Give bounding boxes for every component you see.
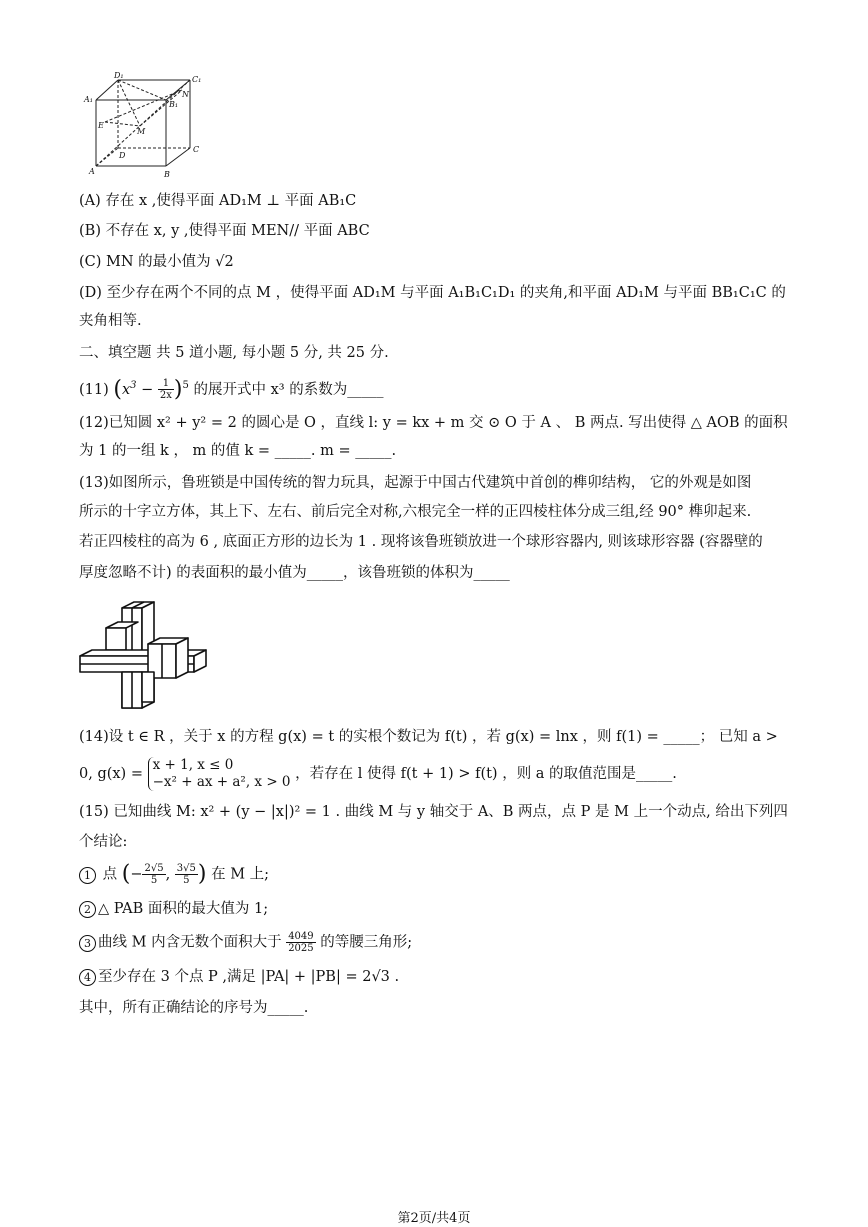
s3-den: 2025 <box>288 943 314 954</box>
s2-text: △ PAB 面积的最大值为 1; <box>98 901 269 917</box>
q14-case2: −x² + ax + a², x > 0 <box>152 774 291 790</box>
option-a: (A) 存在 x ,使得平面 AD₁M ⊥ 平面 AB₁C <box>79 193 357 209</box>
label-e: E <box>98 121 104 130</box>
option-d-line1: (D) 至少存在两个不同的点 M ，使得平面 AD₁M 与平面 A₁B₁C₁D₁ 的夹角,和平面 AD₁M 与平面 BB₁C₁C 的 <box>79 285 786 301</box>
label-m: M <box>137 127 146 136</box>
option-d-line2: 夹角相等. <box>79 313 142 329</box>
question-13-line1: (13)如图所示，鲁班锁是中国传统的智力玩具，起源于中国古代建筑中首创的榫卯结构， 它的外观是如图 <box>79 475 752 491</box>
question-13-line4: 厚度忽略不计) 的表面积的最小值为_____，该鲁班锁的体积为_____ <box>79 565 510 581</box>
q14-lead: 0, g(x) = <box>79 766 143 782</box>
label-c: C <box>193 145 200 154</box>
circle-1-icon: 1 <box>79 867 96 884</box>
section-heading: 二、填空题 共 5 道小题, 每小题 5 分, 共 25 分. <box>79 345 389 361</box>
s3-num: 4049 <box>288 931 314 942</box>
circle-4-icon: 4 <box>79 969 96 986</box>
statement-4 <box>79 967 399 987</box>
question-14-line1: (14)设 t ∈ R ，关于 x 的方程 g(x) = t 的实根个数记为 f(t) ，若 g(x) = lnx ，则 f(1) = _____； 已知 a > <box>79 729 778 745</box>
question-15-line1: (15) 已知曲线 M: x² + (y − |x|)² = 1 . 曲线 M 与 y 轴交于 A、B 两点，点 P 是 M 上一个动点, 给出下列四 <box>79 804 788 820</box>
statement-3 <box>79 931 412 954</box>
circle-3-icon: 3 <box>79 935 96 952</box>
question-12-line2: 为 1 的一组 k ， m 的值 k = _____. m = _____. <box>79 443 397 459</box>
s3-post: 的等腰三角形; <box>320 934 413 951</box>
label-n: N <box>182 90 189 99</box>
q14-tail: ，若存在 l 使得 f(t + 1) > f(t) ，则 a 的取值范围是_____. <box>295 766 677 782</box>
label-a1: A₁ <box>84 95 93 104</box>
s1-pre: 点 <box>102 866 118 883</box>
label-c1: C₁ <box>192 75 202 84</box>
luban-lock-figure <box>78 598 210 710</box>
label-d1: D₁ <box>114 71 124 80</box>
question-15-line2: 个结论: <box>79 834 128 850</box>
question-13-line2: 所示的十字立方体，其上下、左右、前后完全对称,六根完全一样的正四棱柱体分成三组,经 90° 榫卯起来. <box>79 504 752 520</box>
q11-exponent: 5 <box>182 380 189 391</box>
q14-piecewise <box>148 757 291 791</box>
s1-num2: 3√5 <box>176 863 196 874</box>
s1-post: 在 M 上; <box>211 866 270 883</box>
option-c: (C) MN 的最小值为 √2 <box>79 254 234 270</box>
s1-num1: 2√5 <box>144 863 164 874</box>
option-b: (B) 不存在 x, y ,使得平面 MEN// 平面 ABC <box>79 223 370 239</box>
question-14-line2 <box>79 757 677 791</box>
q11-suffix: 的展开式中 x³ 的系数为_____ <box>193 381 384 398</box>
s4-text: 至少存在 3 个点 P ,满足 |PA| + |PB| = 2√3 . <box>98 969 400 985</box>
s1-den1: 5 <box>150 875 158 886</box>
page-footer: 第2页/共4页 <box>397 1211 471 1226</box>
cube-figure <box>78 70 208 182</box>
label-d: D <box>119 151 126 160</box>
s1-den2: 5 <box>183 875 190 886</box>
question-13-line3: 若正四棱柱的高为 6 , 底面正方形的边长为 1 . 现将该鲁班锁放进一个球形容器内, 则该球形容器 (容器壁的 <box>79 534 763 550</box>
circle-2-icon: 2 <box>79 901 96 918</box>
label-b1: B₁ <box>169 100 179 109</box>
question-11: (11) ($x^3$ − $\frac{1}{2x}$ )$^5$ 的展开式中 x³ 的系数为_____ <box>79 376 384 402</box>
statement-1: 1 点 (− $\frac{2√5}{5}$ , $\frac{3√5}{5}$ ) 在 M 上; <box>79 863 269 886</box>
label-a: A <box>89 167 95 176</box>
q14-case1: x + 1, x ≤ 0 <box>152 757 234 773</box>
statement-2 <box>79 899 268 919</box>
question-15-answer: 其中，所有正确结论的序号为_____. <box>79 1000 309 1016</box>
label-b: B <box>164 170 170 179</box>
s3-pre: 曲线 M 内含无数个面积大于 <box>98 934 282 951</box>
q11-number: (11) <box>79 381 109 398</box>
question-12-line1: (12)已知圆 x² + y² = 2 的圆心是 O ，直线 l: y = kx + m 交 ⊙ O 于 A 、 B 两点. 写出使得 △ AOB 的面积 <box>79 415 788 431</box>
